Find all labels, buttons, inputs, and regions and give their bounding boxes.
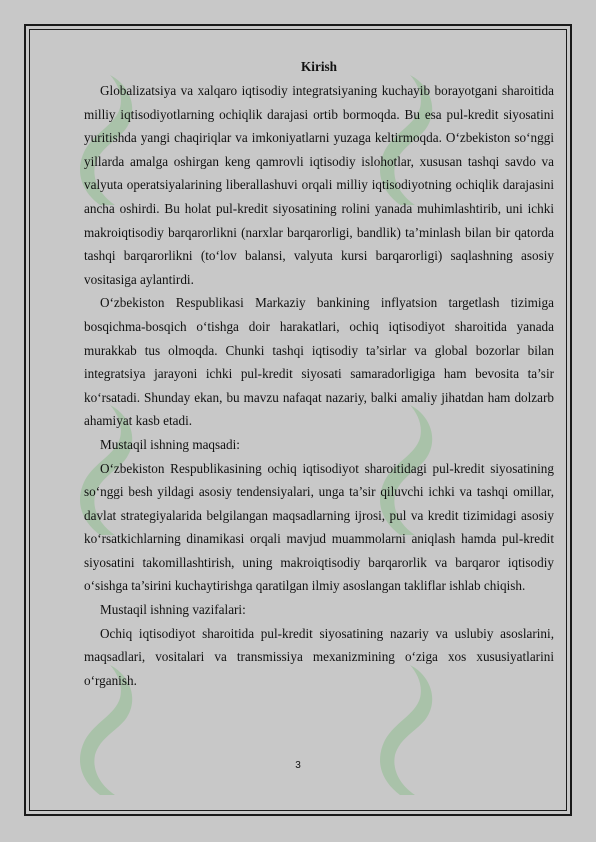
section-title: Kirish	[301, 59, 337, 74]
paragraph: Ochiq iqtisodiyot sharoitida pul-kredit siyosatining nazariy va uslubiy asoslarini, maqsadlari, vositalari va transmissiya mexanizmining o‘ziga xos xususiyatlarini o‘rganish.	[84, 625, 554, 688]
paragraph-heading: Mustaqil ishning vazifalari:	[100, 602, 246, 618]
document-body	[84, 57, 554, 692]
paragraph: Globalizatsiya va xalqaro iqtisodiy integratsiyaning kuchayib borayotgani sharoitida milliy iqtisodiyotlarning ochiqlik darajasi ortib bormoqda. Bu esa pul-kredit siyosatini yuritishda yangi chaqiriqlar va imkoniyatlarni yuzaga keltirmoqda. O‘zbekiston so‘nggi yillarda amalga oshirgan keng qamrovli iqtisodiy islohotlar, xususan tashqi savdo va valyuta operatsiyalarining liberallashuvi orqali milliy iqtisodiyotning ochiqlik darajasini ancha oshirdi. Bu holat pul-kredit siyosatining rolini yanada muhimlashtirib, uni ichki makroiqtisodiy barqarorlikni (narxlar barqarorligi, bandlik) ta’minlash bilan bir qatorda tashqi barqarorlikni (to‘lov balansi, valyuta kursi barqarorligi) saqlashning asosiy vositasiga aylantirdi.	[84, 83, 554, 287]
paragraph: O‘zbekiston Respublikasining ochiq iqtisodiyot sharoitidagi pul-kredit siyosatining so‘nggi besh yildagi asosiy tendensiyalari, unga ta’sir qiluvchi ichki va tashqi omillar, davlat strategiyalarida belgilangan maqsadlarning ijrosi, pul va kredit tizimidagi asosiy ko‘rsatkichlarning dinamikasi orqali mavjud muammolarni aniqlash hamda pul-kredit siyosatini takomillashtirish, uning makroiqtisodiy barqarorlik va barqaror iqtisodiy o‘sishga ta’sirini kuchaytirishga qaratilgan ilmiy asoslangan takliflar ishlab chiqish.	[84, 460, 554, 594]
paragraph: O‘zbekiston Respublikasi Markaziy bankining inflyatsion targetlash tizimiga bosqichma-bosqich o‘tishga doir harakatlari, ochiq iqtisodiyot sharoitida yanada murakkab tus olmoqda. Chunki tashqi iqtisodiy ta’sirlar va global bozorlar bilan integratsiya jarayoni ichki pul-kredit siyosati samaradorligiga ham bevosita ta’sir ko‘rsatadi. Shunday ekan, bu mavzu nafaqat nazariy, balki amaliy jihatdan ham dolzarb ahamiyat kasb etadi.	[84, 295, 554, 429]
paragraph-heading: Mustaqil ishning maqsadi:	[100, 436, 240, 452]
page-number: 3	[295, 760, 301, 771]
